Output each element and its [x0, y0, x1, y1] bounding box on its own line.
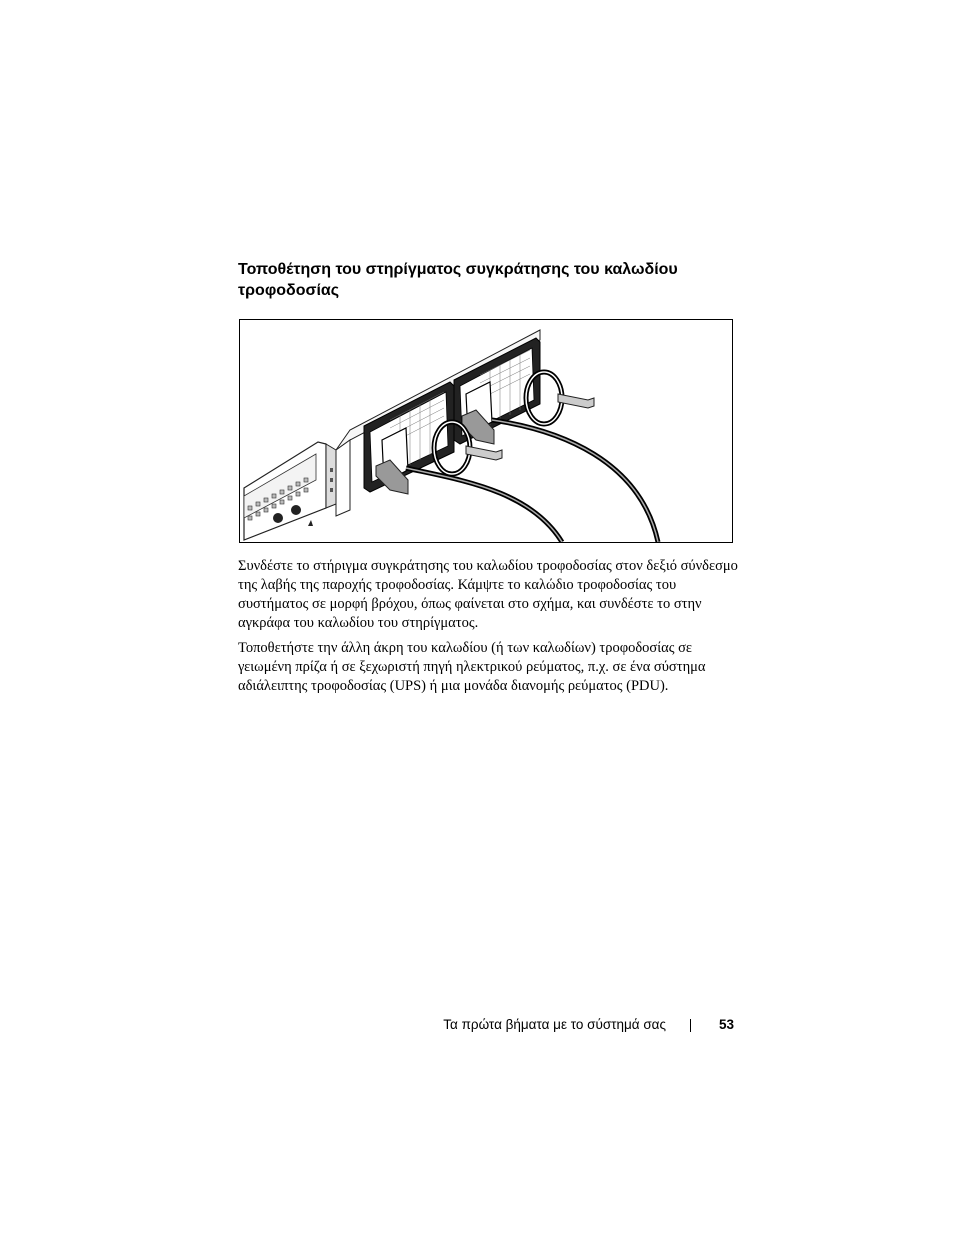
instruction-paragraph-2: Τοποθετήστε την άλλη άκρη του καλωδίου (ή των καλωδίων) τροφοδοσίας σε γειωμένη πρίζα ή σε ξεχωριστή πηγή ηλεκτρικού ρεύματος, π.χ. σε ένα σύστημα αδιάλειπτης τροφοδοσίας (UPS) ή μια μονάδα διανομής ρεύματος (PDU).: [238, 640, 706, 694]
page-number: 53: [719, 1017, 735, 1032]
instruction-paragraph-1: Συνδέστε το στήριγμα συγκράτησης του καλωδίου τροφοδοσίας στον δεξιό σύνδεσμο της λαβής της παροχής τροφοδοσίας. Κάμψτε το καλώδιο τροφοδοσίας του συστήματος σε μορφή βρόχου, όπως φαίνεται στο σχήμα, και συνδέστε το στην αγκράφα του καλωδίου του στηρίγματος.: [238, 558, 738, 631]
power-cable-retention-figure: [239, 319, 733, 543]
footer-separator: [690, 1019, 691, 1032]
section-heading: Τοποθέτηση του στηρίγματος συγκράτησης του καλωδίου τροφοδοσίας: [238, 261, 678, 299]
power-supply-illustration-icon: [240, 320, 732, 542]
footer-chapter-title: Τα πρώτα βήματα με το σύστημά σας: [443, 1017, 666, 1032]
